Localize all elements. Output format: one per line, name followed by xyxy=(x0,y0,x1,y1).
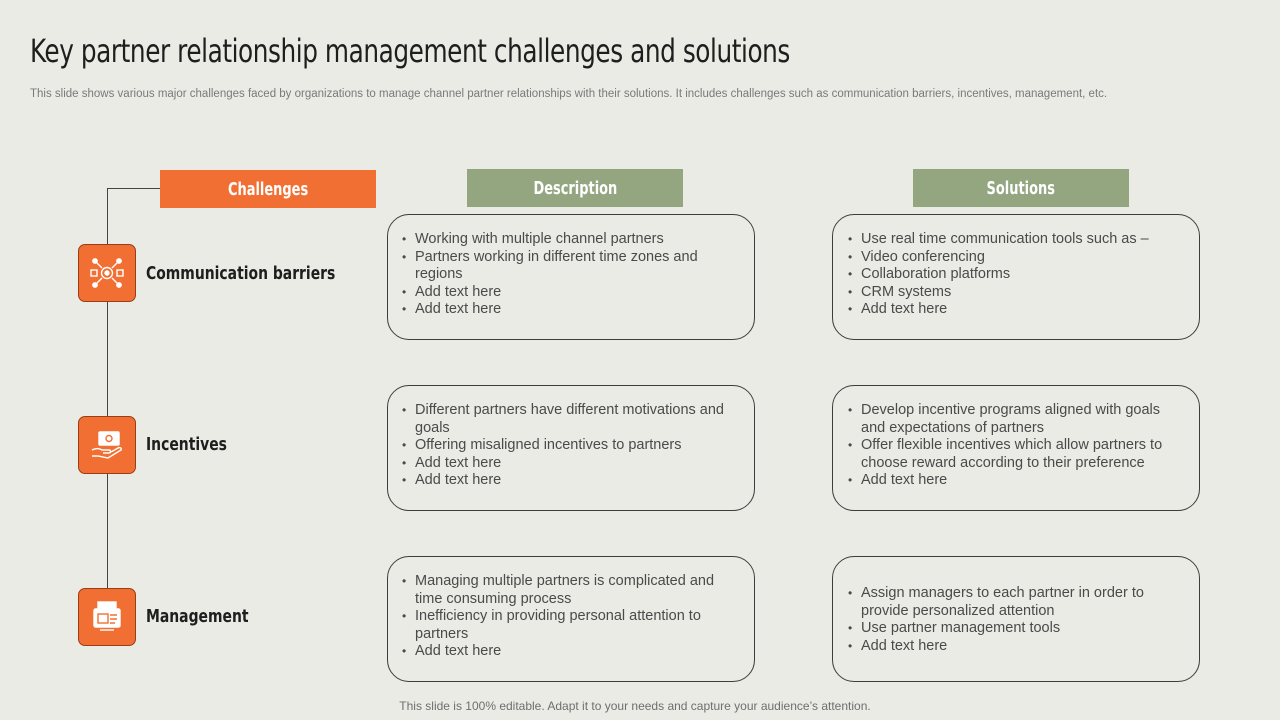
list-item: • Use partner management tools xyxy=(861,620,1179,638)
list-item: • Add text here xyxy=(861,301,1179,319)
solutions-card-communication xyxy=(832,214,1200,340)
money-hand-icon xyxy=(78,416,136,474)
list-item: • Collaboration platforms xyxy=(861,266,1179,284)
header-challenges xyxy=(160,170,376,208)
list-item: • Add text here xyxy=(415,301,734,319)
list-item: • Managing multiple partners is complicated and time consuming process xyxy=(415,573,734,608)
list-item: • Add text here xyxy=(861,472,1179,490)
header-challenges-label: Challenges xyxy=(227,178,309,200)
challenge-label-incentives: Incentives xyxy=(146,434,227,455)
footer-note: This slide is 100% editable. Adapt it to your needs and capture your audience’s attention. xyxy=(399,699,871,713)
list-item: • Working with multiple channel partners xyxy=(415,231,734,249)
challenge-label-management: Management xyxy=(146,606,249,627)
page-title: Key partner relationship management challenges and solutions xyxy=(30,32,790,70)
solutions-card-management xyxy=(832,556,1200,682)
list-item: • Add text here xyxy=(415,455,734,473)
list-item: • Use real time communication tools such as – xyxy=(861,231,1179,249)
list-item: • CRM systems xyxy=(861,284,1179,302)
list-item: • Offer flexible incentives which allow partners to choose reward according to their preference xyxy=(861,437,1179,472)
page-subtitle: This slide shows various major challenges faced by organizations to manage channel partner relationships with their solutions. It includes challenges such as communication barriers, incentives, management, etc. xyxy=(30,88,1108,100)
header-solutions xyxy=(913,169,1129,207)
list-item: • Partners working in different time zones and regions xyxy=(415,249,734,284)
list-item: • Inefficiency in providing personal attention to partners xyxy=(415,608,734,643)
description-card-incentives xyxy=(387,385,755,511)
header-description xyxy=(467,169,683,207)
list-item: • Video conferencing xyxy=(861,249,1179,267)
network-people-icon xyxy=(78,244,136,302)
solutions-card-incentives xyxy=(832,385,1200,511)
header-solutions-label: Solutions xyxy=(986,177,1056,199)
description-card-communication xyxy=(387,214,755,340)
document-management-icon xyxy=(78,588,136,646)
list-item: • Add text here xyxy=(415,472,734,490)
list-item: • Develop incentive programs aligned with goals and expectations of partners xyxy=(861,402,1179,437)
list-item: • Add text here xyxy=(415,643,734,661)
list-item: • Add text here xyxy=(861,638,1179,656)
list-item: • Offering misaligned incentives to partners xyxy=(415,437,734,455)
header-description-label: Description xyxy=(533,177,617,199)
list-item: • Assign managers to each partner in order to provide personalized attention xyxy=(861,585,1179,620)
list-item: • Different partners have different motivations and goals xyxy=(415,402,734,437)
connector-horizontal-line xyxy=(107,188,160,189)
challenge-label-communication: Communication barriers xyxy=(146,263,336,284)
description-card-management xyxy=(387,556,755,682)
list-item: • Add text here xyxy=(415,284,734,302)
